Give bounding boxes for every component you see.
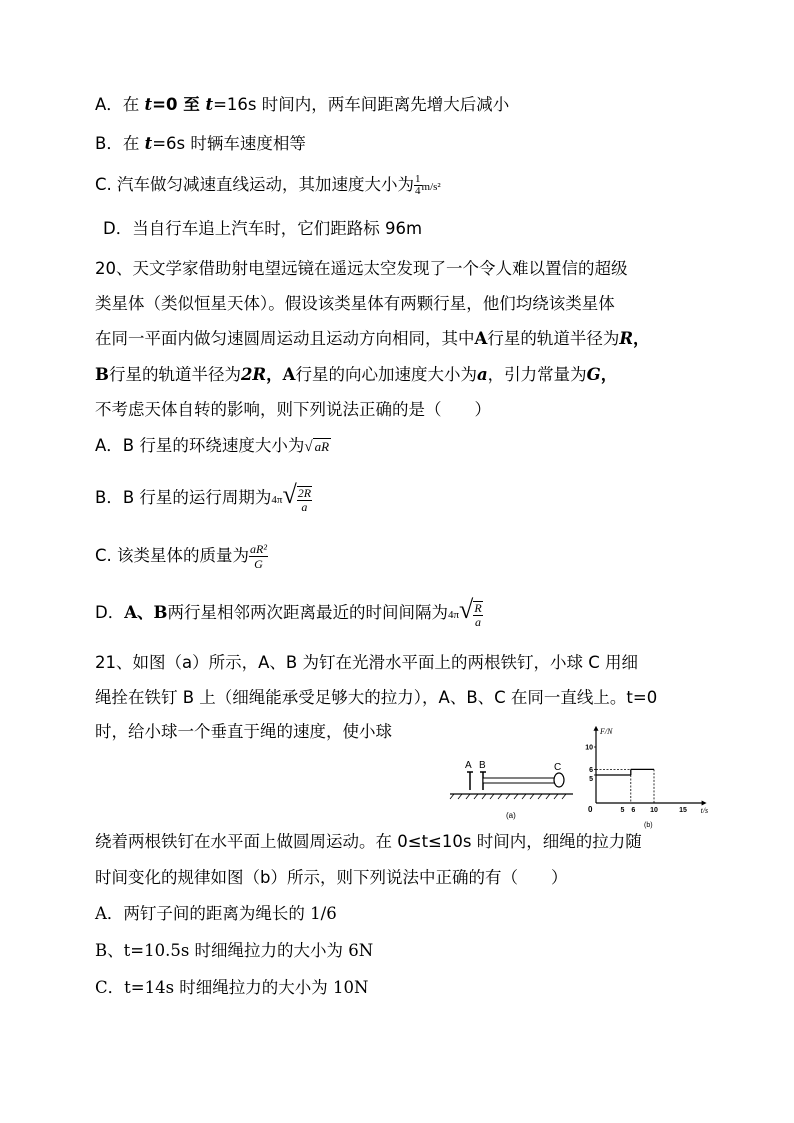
planet-a: A	[474, 329, 488, 348]
q19-option-a-mid: =0 至	[152, 95, 206, 114]
text: 行星的向心加速度大小为	[295, 365, 477, 384]
rope	[483, 778, 555, 783]
x-tick-label: 15	[679, 807, 687, 814]
text: ，	[633, 329, 650, 348]
var-g: G	[586, 365, 601, 384]
y-tick-label: 6	[589, 766, 593, 774]
q20-option-b	[95, 480, 312, 515]
fraction	[249, 542, 268, 571]
q19-option-b	[95, 132, 306, 156]
q20-option-b-text: B．B 行星的运行周期为	[95, 488, 272, 508]
coefficient: 4π	[447, 609, 460, 622]
fraction-numerator: R	[474, 601, 482, 616]
sqrt: √ aR	[304, 438, 330, 455]
q21-stem-line3: 时，给小球一个垂直于绳的速度，使小球	[95, 722, 392, 741]
y-axis-arrow	[594, 726, 599, 731]
fraction	[414, 174, 422, 197]
ball-c	[554, 773, 564, 787]
y-axis-label: F/N	[600, 726, 613, 736]
coefficient: 4π	[271, 494, 283, 507]
x-axis-label: t/s	[700, 806, 709, 815]
q19-option-c-text: C. 汽车做匀减速直线运动，其加速度大小为	[95, 175, 415, 194]
figure-b-chart	[584, 726, 710, 830]
q21-option-a: A．两钉子间的距离为绳长的 1/6	[95, 904, 337, 923]
q20-option-a-text: A．B 行星的环绕速度大小为	[95, 436, 305, 455]
var-2r: 2R	[240, 365, 267, 384]
var-r: R	[619, 329, 634, 348]
origin-label: 0	[588, 805, 593, 814]
q20-stem-line4	[95, 363, 617, 387]
q20-option-a	[95, 434, 331, 459]
y-tick-label: 10	[585, 744, 593, 752]
q20-stem-line3	[95, 327, 650, 351]
planet-b: B	[95, 365, 109, 384]
q21-stem-line2: 绳拴在铁钉 B 上（细绳能承受足够大的拉力），A、B、C 在同一直线上。t=0	[95, 688, 658, 707]
var-t: t	[205, 95, 214, 114]
q20-option-d	[95, 595, 483, 630]
q19-option-c	[95, 173, 441, 199]
figure-a	[448, 752, 578, 824]
surface-hatching	[450, 794, 566, 799]
q20-stem-line5: 不考虑天体自转的影响，则下列说法正确的是（ ）	[95, 400, 491, 419]
caption-b: (b)	[644, 822, 653, 829]
label-c: C	[554, 762, 562, 773]
q20-option-c-text: C. 该类星体的质量为	[95, 546, 250, 565]
sqrt-radicand: aR	[314, 438, 330, 454]
y-tick-label: 5	[589, 776, 593, 783]
sqrt: √ $\frac{2R}{a}$	[282, 480, 312, 515]
label-b: B	[479, 760, 486, 771]
q21-stem-line4: 绕着两根铁钉在水平面上做圆周运动。在 0≤t≤10s 时间内，细绳的拉力随	[95, 832, 642, 851]
text: ，	[600, 365, 618, 384]
q21-option-b: B、t=10.5s 时细绳拉力的大小为 6N	[95, 941, 374, 960]
q20-stem-line2: 类星体（类似恒星天体）。假设该类星体有两颗行星，他们均绕该类星体	[95, 294, 615, 313]
fraction-numerator: aR²	[250, 542, 267, 556]
planets-ab: A、B	[124, 603, 168, 623]
fraction-numerator: 1	[415, 173, 421, 185]
text: ，	[266, 365, 283, 384]
sqrt: √ $\frac{R}{a}$	[459, 595, 482, 630]
x-axis-arrow	[702, 801, 707, 806]
q19-option-b-prefix: B．在	[95, 134, 145, 153]
caption-a: (a)	[506, 811, 516, 820]
fraction-numerator: 2R	[297, 486, 312, 501]
var-t: t	[144, 134, 153, 153]
q21-stem-line5: 时间变化的规律如图（b）所示，则下列说法中正确的有（ ）	[95, 868, 568, 887]
var-a: a	[476, 365, 488, 384]
q19-option-a-prefix: A．在	[95, 95, 145, 114]
fraction-denominator: G	[254, 557, 263, 571]
text: 两行星相邻两次距离最近的时间间隔为	[167, 603, 448, 623]
q19-option-b-rest: =6s 时辆车速度相等	[152, 134, 306, 153]
text: ，引力常量为	[487, 365, 587, 384]
unit: m/s²	[421, 181, 441, 193]
planet-a: A	[282, 365, 296, 384]
q21-option-c: C．t=14s 时细绳拉力的大小为 10N	[95, 978, 369, 997]
text: 行星的轨道半径为	[487, 329, 620, 348]
text: D．	[95, 603, 125, 623]
text: 行星的轨道半径为	[108, 365, 241, 384]
q21-stem-line1: 21、如图（a）所示，A、B 为钉在光滑水平面上的两根铁钉，小球 C 用细	[95, 653, 638, 672]
fraction-denominator: a	[301, 500, 308, 515]
q20-stem-line1: 20、天文学家借助射电望远镜在遥远太空发现了一个令人难以置信的超级	[95, 259, 628, 278]
var-t: t	[144, 95, 153, 114]
x-tick-label: 10	[650, 807, 658, 814]
q19-option-a-rest: =16s 时间内，两车间距离先增大后减小	[213, 95, 510, 114]
text: 在同一平面内做匀速圆周运动且运动方向相同，其中	[95, 329, 475, 348]
fraction-denominator: 4	[415, 185, 421, 197]
q19-option-d: D．当自行车追上汽车时，它们距路标 96m	[103, 219, 423, 238]
q20-option-c	[95, 542, 268, 571]
fraction-denominator: a	[474, 615, 481, 630]
label-a: A	[465, 760, 472, 771]
x-tick-label: 5	[620, 807, 625, 814]
q19-option-a	[95, 93, 509, 117]
x-tick-label: 6	[631, 807, 636, 814]
